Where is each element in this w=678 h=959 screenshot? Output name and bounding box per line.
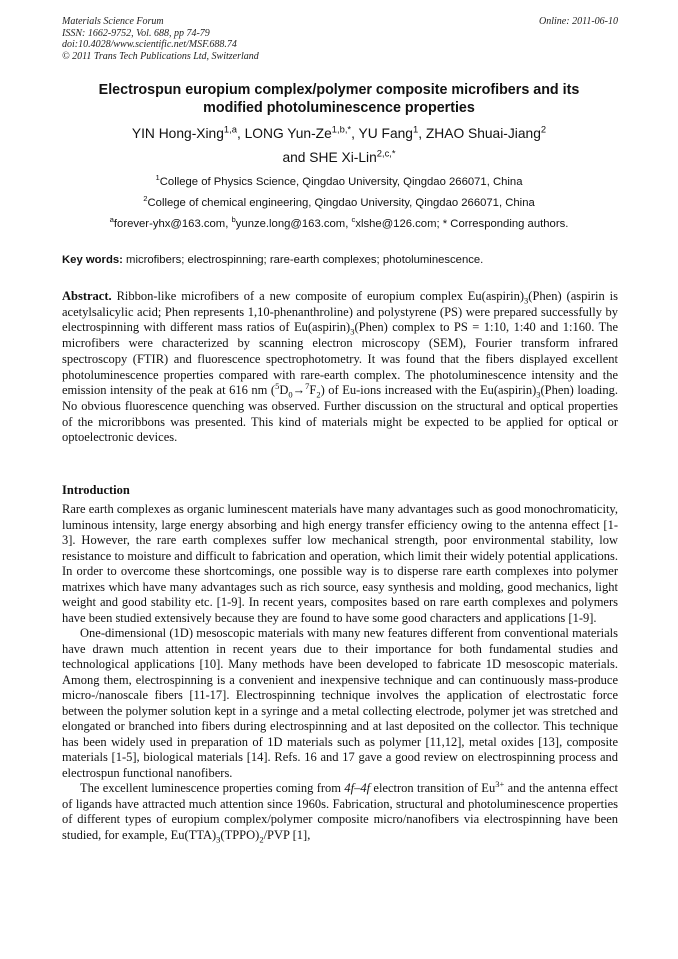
paper-title (40, 81, 638, 117)
keywords-label: Key words: (62, 254, 123, 266)
doi-line: doi:10.4028/www.scientific.net/MSF.688.74 (62, 39, 237, 50)
section-heading-introduction: Introduction (62, 483, 130, 497)
affiliation-text: College of Physics Science, Qingdao University, Qingdao 266071, China (159, 176, 523, 188)
affiliation-2 (40, 196, 638, 210)
author-name: , YU Fang (351, 126, 413, 141)
superscript: 5 (275, 381, 280, 392)
author-sup: 1,b,* (331, 124, 352, 135)
term-symbol: F (309, 383, 317, 398)
email-line (40, 217, 638, 231)
paragraph-3 (62, 778, 618, 844)
introduction-body (62, 502, 618, 843)
abstract-text: (Phen) loading. No obvious fluorescence quenching was observed. Further discussion on the structural and optical properties of the microribbons was presented. This kind of materials might be expected to be applied for optical or optoelectronic devices. (62, 383, 618, 445)
author-name: , LONG Yun-Ze (236, 126, 332, 141)
superscript: 7 (305, 381, 310, 392)
orbital-term: 4f (360, 781, 371, 795)
email-text: yunze.long@163.com, (235, 218, 352, 230)
superscript: 3+ (495, 778, 505, 789)
issn-line: ISSN: 1662-9752, Vol. 688, pp 74-79 (62, 27, 210, 39)
paragraph-1: Rare earth complexes as organic luminescent materials have many advantages such as good monochromaticity, luminous intensity, large energy absorbing and high energy transfer efficiency owing to the antenna effect [1-3]. However, the rare earth complexes suffer low mechanical strength, poor environmental stability, low resistance to moisture and difficult to fabrication and operation, which limit their widely potential applications. In order to overcome these shortcomings, one possible way is to disperse rare earth complexes into polymer matrixes which have many advantages such as rich source, easy synthesis and molding, good mechanics, light weight and good stability etc. [1-9]. In recent years, composites based on rare earth complexes and polymers have been studied extensively because they are found to have some good characters and applications [1-9]. (62, 502, 618, 625)
subscript: 3 (524, 295, 529, 306)
subscript: 3 (216, 834, 221, 844)
email-sup: b (231, 215, 236, 225)
author-name: and SHE Xi-Lin (282, 150, 377, 165)
author-sup: 2,c,* (376, 148, 396, 159)
abstract-label: Abstract. (62, 289, 112, 303)
abstract-text: (Phen) complex to PS = 1:10, 1:40 and 1:160. The microfibers were characterized by scanning electron microscopy (SEM), Fourier transform infrared spectroscopy (FTIR) and fluorescence spectrophotometry. It was found that the fibers displayed excellent photoluminescence properties compared with rare-earth complex. The photoluminescence intensity and the emission intensity of the peak at 616 nm ( (62, 320, 618, 398)
subscript: 0 (288, 389, 293, 400)
orbital-term: 4f (344, 781, 355, 795)
keywords-text: microfibers; electrospinning; rare-earth complexes; photoluminescence. (122, 254, 484, 266)
affiliation-sup: 2 (143, 194, 148, 204)
email-text: forever-yhx@163.com, (113, 218, 232, 230)
online-date: Online: 2011-06-10 (539, 16, 618, 27)
affiliation-sup: 1 (155, 173, 160, 183)
author-list (40, 122, 638, 170)
subscript: 2 (316, 389, 321, 400)
author-sup: 2 (540, 124, 547, 135)
abstract-text: Ribbon-like microfibers of a new composite of europium complex Eu(aspirin) (111, 289, 525, 303)
authors-line-1 (40, 122, 638, 146)
abstract (62, 289, 618, 446)
title-line-2: modified photoluminescence properties (203, 100, 475, 116)
copyright-line: © 2011 Trans Tech Publications Ltd, Switzerland (62, 50, 259, 62)
author-name: YIN Hong-Xing (131, 126, 224, 141)
paragraph-text: /PVP [1], (263, 827, 311, 842)
affiliation-1 (40, 175, 638, 189)
paragraph-text: (TPPO) (220, 827, 260, 842)
author-sup: 1,a (223, 124, 237, 135)
journal-header (62, 16, 618, 62)
authors-line-2 (40, 146, 638, 170)
paragraph-text: electron transition of Eu (370, 781, 496, 795)
affiliation-text: College of chemical engineering, Qingdao University, Qingdao 266071, China (147, 197, 535, 209)
abstract-text: (Phen) (aspirin is acetylsalicylic acid; Phen represents 1,10-phenanthroline) and polystyrene (PS) were prepared successfully by electrospinning with different mass ratios of Eu(aspirin) (62, 289, 618, 335)
title-line-1: Electrospun europium complex/polymer composite microfibers and its (98, 82, 580, 98)
subscript: 3 (350, 326, 355, 337)
term-symbol: D (279, 383, 289, 398)
abstract-text: ) of Eu-ions increased with the Eu(aspirin) (320, 383, 537, 398)
subscript: 3 (536, 389, 541, 400)
email-sup: c (351, 215, 356, 225)
author-sup: 1 (412, 124, 419, 135)
subscript: 2 (259, 834, 264, 844)
dash: – (354, 781, 361, 795)
email-sup: a (109, 215, 114, 225)
author-name: , ZHAO Shuai-Jiang (418, 126, 541, 141)
arrow-symbol: → (292, 383, 306, 398)
email-text: xlshe@126.com; * Corresponding authors. (355, 218, 569, 230)
keywords (62, 253, 618, 267)
journal-name: Materials Science Forum (62, 16, 164, 27)
paragraph-text: The excellent luminescence properties coming from (80, 781, 345, 795)
paragraph-2: One-dimensional (1D) mesoscopic materials with many new features different from conventional materials have drawn much attention in recent years due to their importance for both fundamental studies and technological applications [10]. Many methods have been developed to fabricate 1D mesoscopic materials. Among them, electrospinning is a convenient and inexpensive technique and can continuously mass-produce micro-/nanoscale fibers [11-17]. Electrospinning technique involves the application of electrostatic force between the polymer solution kept in a syringe and a metal collecting electrode, polymer jet was stretched and elongated or branched into fibers during electrospinning and at last deposited on the collector. This technique has been widely used in preparation of 1D materials such as polymer [11,12], metal oxides [13], composite materials [1-5], biological materials [14]. Refs. 16 and 17 gave a good review on electrospinning process and electrospun functional nanofibers. (62, 626, 618, 780)
paragraph-text: and the antenna effect of ligands have attracted much attention since 1960s. Fabrication, structural and photoluminescence properties of different types of europium complex/polymer composite micro/nanofibers via electrospinning have been studied, for example, Eu(TTA) (62, 781, 618, 842)
